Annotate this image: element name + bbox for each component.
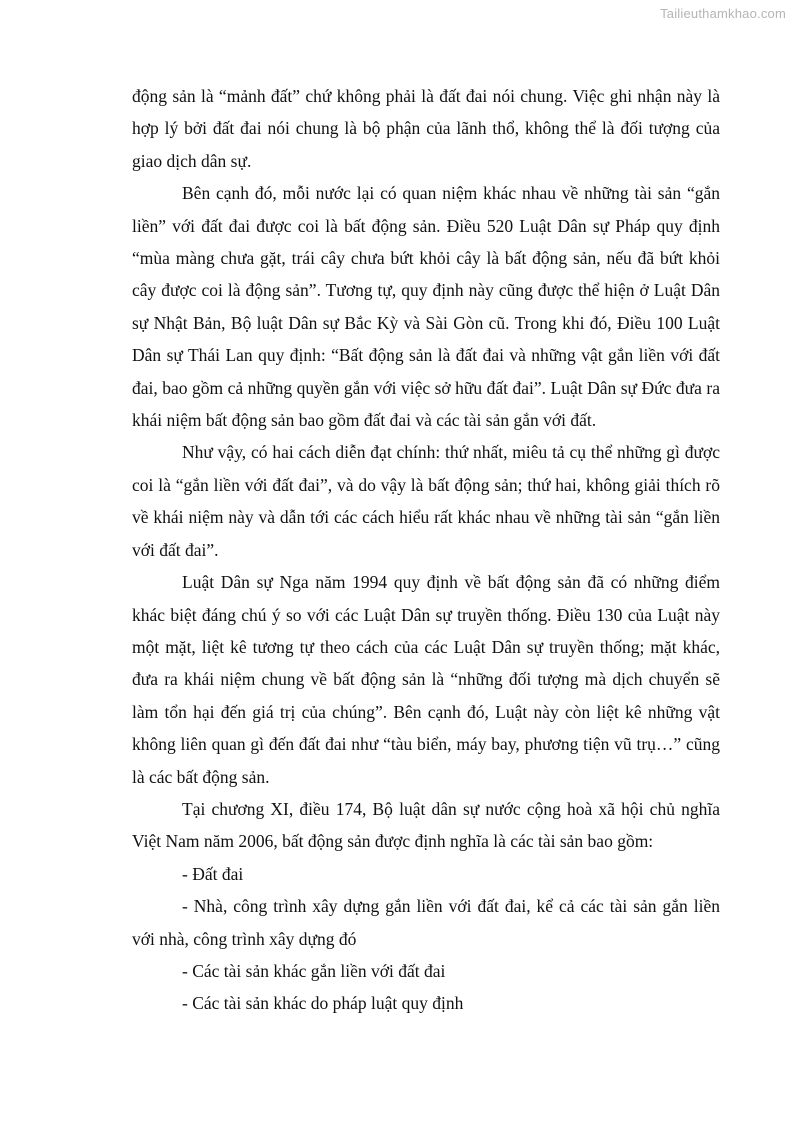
paragraph-3: Như vậy, có hai cách diễn đạt chính: thứ nhất, miêu tả cụ thể những gì được coi là “gắn liền với đất đai”, và do vậy là bất động sản; thứ hai, không giải thích rõ về khái niệm này và dẫn tới các cách hiểu rất khác nhau về những tài sản “gắn liền với đất đai”. — [132, 442, 720, 560]
list-item: - Nhà, công trình xây dựng gắn liền với đất đai, kể cả các tài sản gắn liền với nhà, công trình xây dựng đó — [132, 896, 720, 949]
paragraph-4: Luật Dân sự Nga năm 1994 quy định về bất động sản đã có những điểm khác biệt đáng chú ý so với các Luật Dân sự truyền thống. Điều 130 của Luật này một mặt, liệt kê tương tự theo cách của các Luật Dân sự truyền thống; mặt khác, đưa ra khái niệm chung về bất động sản là “những đối tượng mà dịch chuyển sẽ làm tổn hại đến giá trị của chúng”. Bên cạnh đó, Luật này còn liệt kê những vật không liên quan gì đến đất đai như “tàu biển, máy bay, phương tiện vũ trụ…” cũng là các bất động sản. — [132, 572, 720, 787]
list-item: - Các tài sản khác do pháp luật quy định — [182, 993, 464, 1014]
watermark-text: Tailieuthamkhao.com — [660, 6, 786, 21]
list-item: - Các tài sản khác gắn liền với đất đai — [182, 960, 446, 981]
paragraph-1: động sản là “mảnh đất” chứ không phải là đất đai nói chung. Việc ghi nhận này là hợp lý bởi đất đai nói chung là bộ phận của lãnh thổ, không thể là đối tượng của giao dịch dân sự. — [132, 86, 720, 171]
paragraph-2: Bên cạnh đó, mỗi nước lại có quan niệm khác nhau về những tài sản “gắn liền” với đất đai được coi là bất động sản. Điều 520 Luật Dân sự Pháp quy định “mùa màng chưa gặt, trái cây chưa bứt khỏi cây là bất động sản, nếu đã bứt khỏi cây được coi là động sản”. Tương tự, quy định này cũng được thể hiện ở Luật Dân sự Nhật Bản, Bộ luật Dân sự Bắc Kỳ và Sài Gòn cũ. Trong khi đó, Điều 100 Luật Dân sự Thái Lan quy định: “Bất động sản là đất đai và những vật gắn liền với đất đai, bao gồm cả những quyền gắn với việc sở hữu đất đai”. Luật Dân sự Đức đưa ra khái niệm bất động sản bao gồm đất đai và các tài sản gắn với đất. — [132, 183, 720, 431]
list-item: - Đất đai — [182, 863, 244, 884]
paragraph-5: Tại chương XI, điều 174, Bộ luật dân sự nước cộng hoà xã hội chủ nghĩa Việt Nam năm 2006, bất động sản được định nghĩa là các tài sản bao gồm: — [132, 798, 720, 852]
document-body — [132, 80, 720, 1020]
